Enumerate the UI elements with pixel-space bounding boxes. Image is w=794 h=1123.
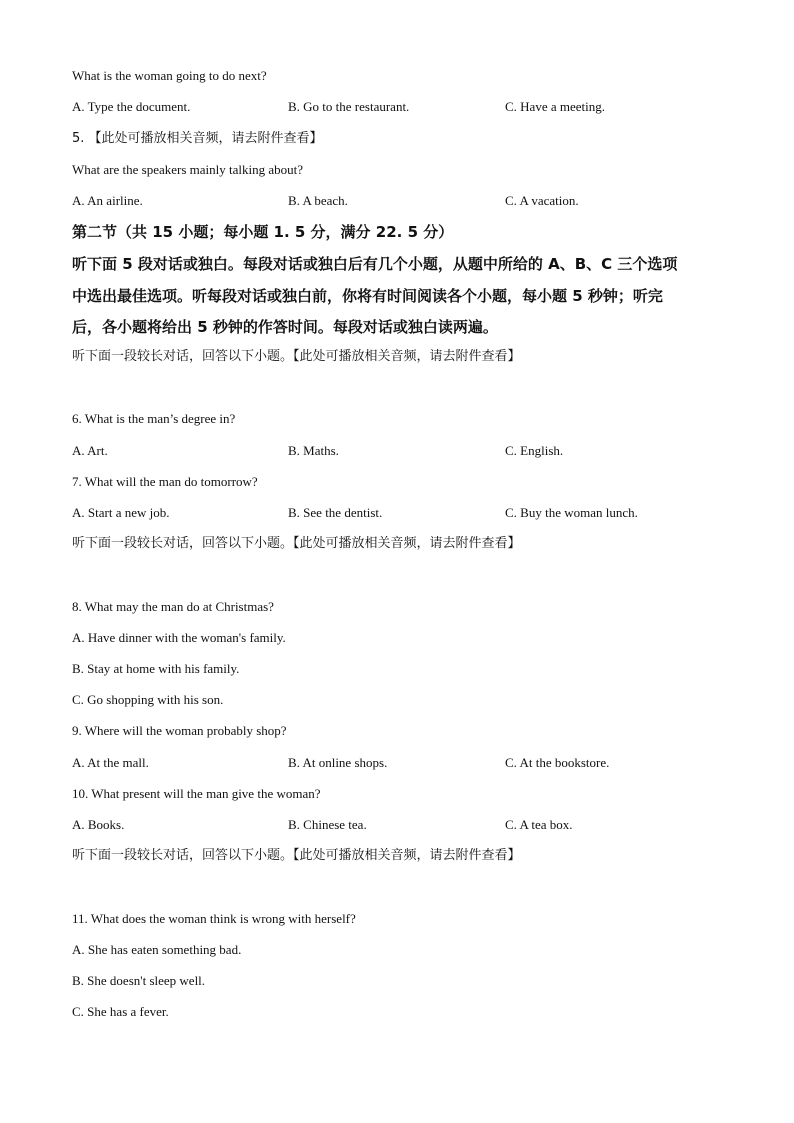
section-instructions-line-1: 听下面 5 段对话或独白。每段对话或独白后有几个小题，从题中所给的 A、B、C 三个选项	[72, 255, 678, 273]
q11-question: 11. What does the woman think is wrong with herself?	[72, 911, 356, 926]
group1-intro: 听下面一段较长对话，回答以下小题。【此处可播放相关音频，请去附件查看】	[72, 349, 521, 364]
q10-option-a: A. Books.	[72, 817, 125, 832]
q5-option-c: C. A vacation.	[505, 193, 579, 208]
q8-option-c: C. Go shopping with his son.	[72, 692, 224, 707]
q9-option-b: B. At online shops.	[288, 755, 388, 770]
q7-options	[72, 505, 732, 521]
q4-question: What is the woman going to do next?	[72, 68, 267, 83]
q4-options	[72, 99, 732, 115]
q9-option-c: C. At the bookstore.	[505, 755, 610, 770]
q7-option-c: C. Buy the woman lunch.	[505, 505, 638, 520]
q5-options	[72, 193, 732, 209]
q5-audio-note: 5. 【此处可播放相关音频，请去附件查看】	[72, 131, 323, 146]
q7-option-b: B. See the dentist.	[288, 505, 383, 520]
group3-intro: 听下面一段较长对话，回答以下小题。【此处可播放相关音频，请去附件查看】	[72, 848, 521, 863]
q9-options	[72, 755, 732, 771]
q5-question: What are the speakers mainly talking about?	[72, 162, 304, 177]
q6-options	[72, 443, 732, 459]
q11-option-a: A. She has eaten something bad.	[72, 942, 242, 957]
q10-question: 10. What present will the man give the woman?	[72, 786, 321, 801]
q8-option-b: B. Stay at home with his family.	[72, 661, 240, 676]
q6-option-a: A. Art.	[72, 443, 108, 458]
q5-option-b: B. A beach.	[288, 193, 348, 208]
q11-option-c: C. She has a fever.	[72, 1004, 169, 1019]
section-instructions-line-2: 中选出最佳选项。听每段对话或独白前，你将有时间阅读各个小题，每小题 5 秒钟；听完	[72, 287, 663, 305]
q8-question: 8. What may the man do at Christmas?	[72, 599, 274, 614]
q9-question: 9. Where will the woman probably shop?	[72, 723, 287, 738]
section-heading: 第二节（共 15 小题；每小题 1. 5 分，满分 22. 5 分）	[72, 223, 454, 241]
q6-option-c: C. English.	[505, 443, 564, 458]
q10-options	[72, 817, 732, 833]
q10-option-c: C. A tea box.	[505, 817, 573, 832]
q4-option-a: A. Type the document.	[72, 99, 191, 114]
q7-question: 7. What will the man do tomorrow?	[72, 474, 258, 489]
group2-intro: 听下面一段较长对话，回答以下小题。【此处可播放相关音频，请去附件查看】	[72, 536, 521, 551]
q8-option-a: A. Have dinner with the woman's family.	[72, 630, 286, 645]
q6-option-b: B. Maths.	[288, 443, 339, 458]
section-instructions-line-3: 后，各小题将给出 5 秒钟的作答时间。每段对话或独白读两遍。	[72, 318, 498, 336]
q9-option-a: A. At the mall.	[72, 755, 149, 770]
q6-question: 6. What is the man’s degree in?	[72, 411, 236, 426]
q10-option-b: B. Chinese tea.	[288, 817, 367, 832]
q7-option-a: A. Start a new job.	[72, 505, 170, 520]
q4-option-c: C. Have a meeting.	[505, 99, 605, 114]
q5-option-a: A. An airline.	[72, 193, 143, 208]
q11-option-b: B. She doesn't sleep well.	[72, 973, 206, 988]
q4-option-b: B. Go to the restaurant.	[288, 99, 410, 114]
